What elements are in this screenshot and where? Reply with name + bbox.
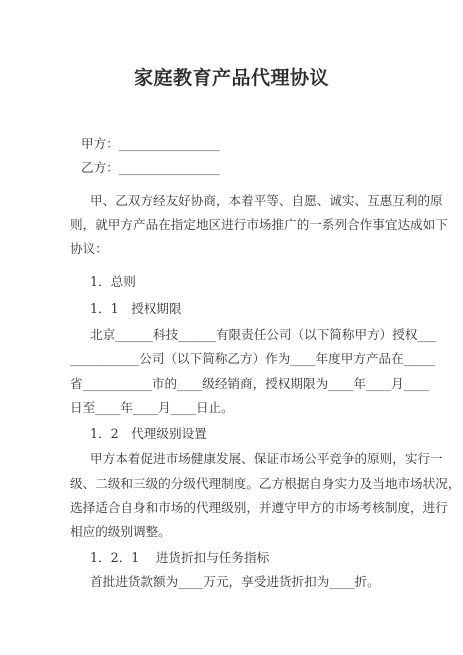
clause-paragraph-line: ___________公司（以下简称乙方）作为____年度甲方产品在_____	[70, 351, 436, 366]
intro-paragraph-line: 甲、乙双方经友好协商，本着平等、自愿、诚实、互惠互利的原	[90, 193, 443, 208]
clause-paragraph-line: 甲方本着促进市场健康发展、保证市场公平竞争的原则，实行一	[90, 451, 443, 466]
subsection-heading: 1．1 授权期限	[90, 301, 182, 316]
intro-paragraph-line: 则，就甲方产品在指定地区进行市场推广的一系列合作事宜达成如下	[70, 217, 448, 232]
party-a-line: 甲方：________________	[81, 136, 220, 151]
subsection-heading: 1．2 代理级别设置	[90, 426, 207, 441]
clause-paragraph-line: 相应的级别调整。	[70, 524, 171, 539]
clause-paragraph-line: 北京______科技______有限责任公司（以下简称甲方）授权___	[90, 327, 437, 342]
intro-paragraph-line: 协议：	[70, 241, 108, 256]
document-title: 家庭教育产品代理协议	[133, 67, 329, 89]
clause-paragraph-line: 选择适合自身和市场的代理级别，并遵守甲方的市场考核制度，进行	[70, 500, 448, 515]
subsubsection-heading: 1．2．1 进货折扣与任务指标	[90, 550, 270, 565]
section-heading: 1．总则	[90, 274, 136, 289]
clause-paragraph-line: 首批进货款额为____万元，享受进货折扣为____折。	[90, 574, 380, 589]
party-b-line: 乙方：________________	[81, 160, 220, 175]
clause-paragraph-line: 省___________市的____级经销商，授权期限为____年____月____	[70, 376, 429, 391]
clause-paragraph-line: 日至____年____月____日止。	[70, 400, 234, 415]
clause-paragraph-line: 级、二级和三级的分级代理制度。乙方根据自身实力及当地市场状况，	[70, 476, 461, 491]
